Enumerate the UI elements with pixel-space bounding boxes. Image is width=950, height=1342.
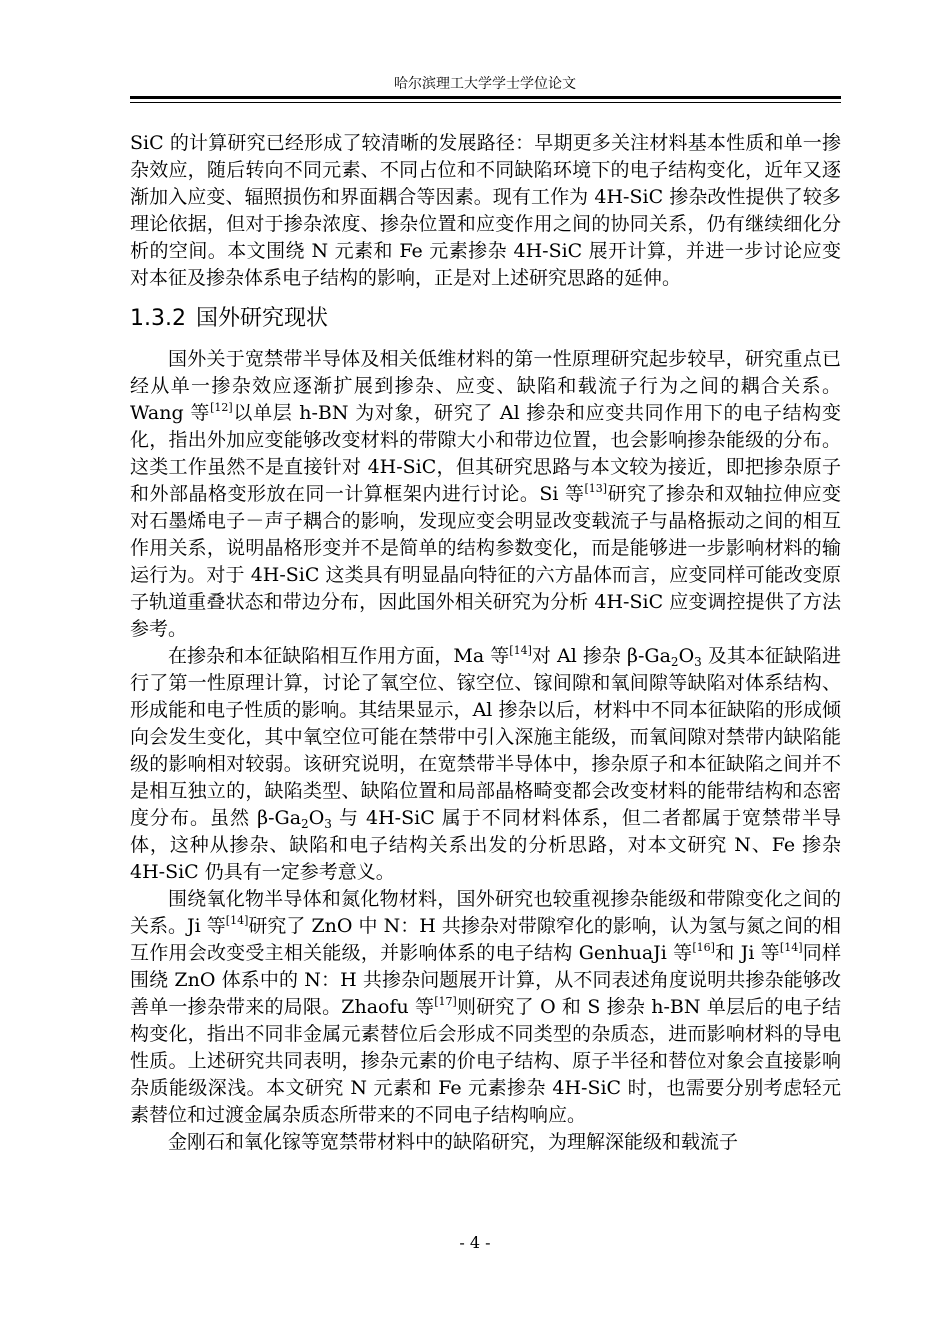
paragraph-continued: SiC 的计算研究已经形成了较清晰的发展路径：早期更多关注材料基本性质和单一掺杂效应，随后转向不同元素、不同占位和不同缺陷环境下的电子结构变化，近年又逐渐加入应变、辐照损伤和界面耦合等因素。现有工作为 4H-SiC 掺杂改性提供了较多理论依据，但对于掺杂浓度、掺杂位置和应变作用之间的协同关系，仍有继续细化分析的空间。本文围绕 N 元素和 Fe 元素掺杂 4H-SiC 展开计算，并进一步讨论应变对本征及掺杂体系电子结构的影响，正是对上述研究思路的延伸。 [130, 132, 841, 289]
text-run: 研究了掺杂和双轴拉伸应变对石墨烯电子－声子耦合的影响，发现应变会明显改变载流子与晶格振动之间的相互作用关系，说明晶格形变并不是简单的结构参数变化，而是能够进一步影响材料的输运行为。对于 4H-SiC 这类具有明显晶向特征的六方晶体而言，应变同样可能改变原子轨道重叠状态和带边分布，因此国外相关研究为分析 4H-SiC 应变调控提供了方法参考。 [130, 483, 841, 640]
citation-13: [13] [584, 482, 608, 495]
citation-12: [12] [210, 401, 233, 414]
paragraph-3 [130, 886, 841, 1129]
section-heading [130, 304, 841, 334]
text-run: O [308, 807, 325, 829]
subscript: 2 [670, 655, 679, 669]
text-run: 及其本征缺陷进行了第一性原理计算，讨论了氧空位、镓空位、镓间隙和氧间隙等缺陷对体系结构、形成能和电子性质的影响。其结果显示，Al 掺杂以后，材料中不同本征缺陷的形成倾向会发生变化，其中氧空位可能在禁带中引入深施主能级，而氧间隙对禁带内缺陷能级的影响相对较弱。该研究说明，在宽禁带半导体中，掺杂原子和本征缺陷之间并不是相互独立的，缺陷类型、缺陷位置和局部晶格畸变都会改变材料的能带结构和态密度分布。虽然 β-Ga [130, 645, 842, 829]
text-run: 和 Ji 等 [714, 942, 780, 964]
subscript: 3 [694, 655, 702, 669]
paragraph-4: 金刚石和氧化镓等宽禁带材料中的缺陷研究，为理解深能级和载流子 [168, 1131, 739, 1153]
text-run: 以单层 h-BN 为对象，研究了 Al 掺杂和应变共同作用下的电子结构变化，指出外加应变能够改变材料的带隙大小和带边位置，也会影响掺杂能级的分布。这类工作虽然不是直接针对 4H-SiC，但其研究思路与本文较为接近，即把掺杂原子和外部晶格变形放在同一计算框架内进行讨论。Si 等 [130, 402, 841, 505]
page-number: - 4 - [459, 1233, 491, 1252]
header-rule-thick [130, 96, 841, 99]
header-rule-thin [130, 102, 841, 103]
citation-14: [14] [509, 644, 532, 657]
text-run: 围绕氧化物半导体和氮化物材料，国外研究也较重视掺杂能级和带隙变化之间的关系。Ji 等 [130, 888, 841, 937]
citation-17: [17] [434, 995, 457, 1008]
text-run: 国外关于宽禁带半导体及相关低维材料的第一性原理研究起步较早，研究重点已经从单一掺杂效应逐渐扩展到掺杂、应变、缺陷和载流子行为之间的耦合关系。Wang 等 [130, 348, 841, 424]
text-run: O [678, 645, 695, 667]
body-text [130, 130, 841, 1156]
section-title: 国外研究现状 [195, 306, 328, 331]
text-run: 在掺杂和本征缺陷相互作用方面，Ma 等 [168, 645, 510, 667]
subscript: 2 [301, 817, 309, 831]
text-run: 与 4H-SiC 属于不同材料体系，但二者都属于宽禁带半导体，这种从掺杂、缺陷和电子结构关系出发的分析思路，对本文研究 N、Fe 掺杂 4H-SiC 仍具有一定参考意义。 [130, 807, 842, 883]
running-header: 哈尔滨理工大学学士学位论文 [394, 76, 576, 92]
subscript: 3 [324, 817, 332, 831]
text-run: 同样围绕 ZnO 体系中的 N：H 共掺杂问题展开计算，从不同表述角度说明共掺杂能够改善单一掺杂带来的局限。Zhaofu 等 [130, 942, 841, 1018]
paragraph-2 [130, 643, 841, 886]
text-run: 对 Al 掺杂 β-Ga [531, 645, 671, 667]
citation-14: [14] [225, 914, 249, 927]
citation-16: [16] [692, 941, 715, 954]
citation-14: [14] [779, 941, 803, 954]
section-number: 1.3.2 [130, 306, 186, 331]
text-run: 研究了 ZnO 中 N：H 共掺杂对带隙窄化的影响，认为氢与氮之间的相互作用会改变受主相关能级，并影响体系的电子结构 GenhuaJi 等 [130, 915, 841, 964]
text-run: 则研究了 O 和 S 掺杂 h-BN 单层后的电子结构变化，指出不同非金属元素替位后会形成不同类型的杂质态，进而影响材料的导电性质。上述研究共同表明，掺杂元素的价电子结构、原子半径和替位对象会直接影响杂质能级深浅。本文研究 N 元素和 Fe 元素掺杂 4H-SiC 时，也需要分别考虑轻元素替位和过渡金属杂质态所带来的不同电子结构响应。 [130, 996, 842, 1126]
paragraph-1 [130, 346, 841, 643]
